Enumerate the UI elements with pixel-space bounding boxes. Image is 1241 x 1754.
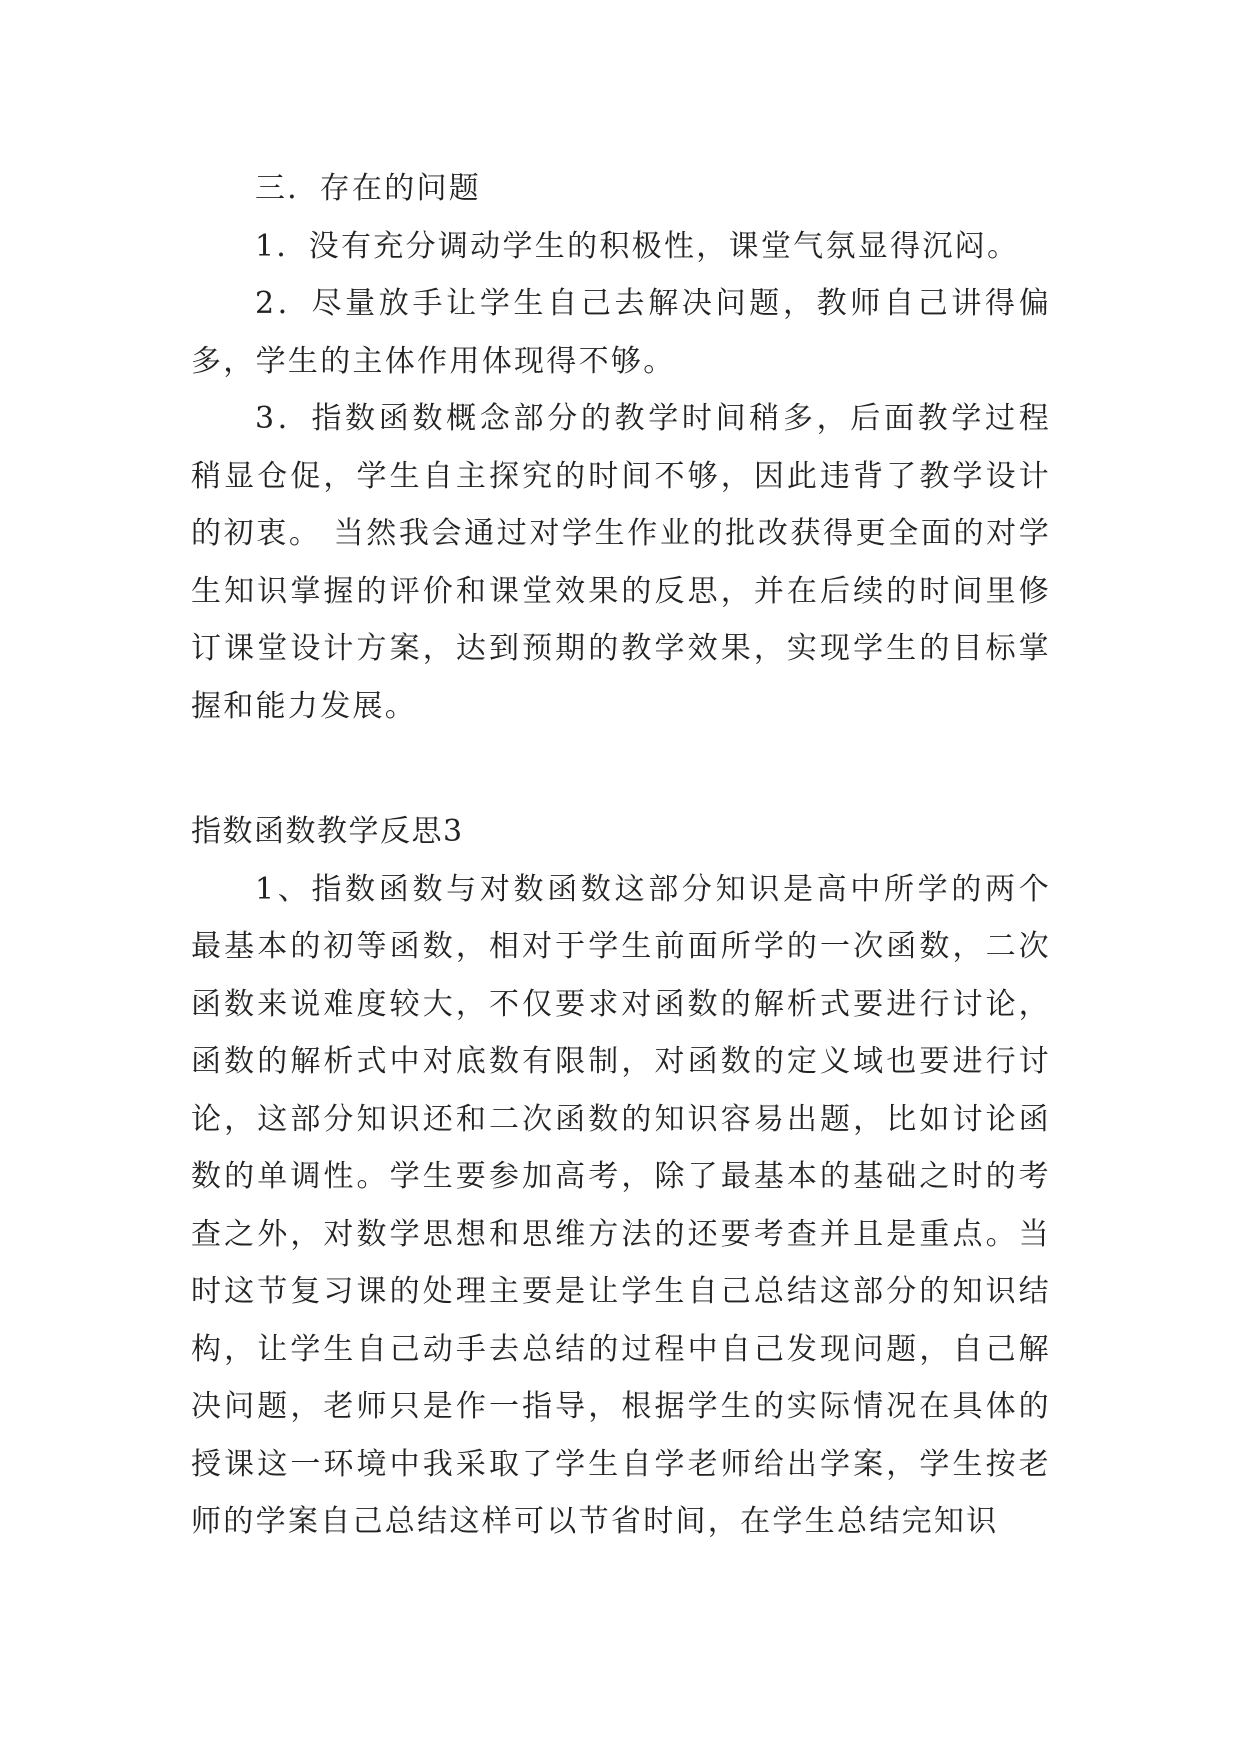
list-item: 3．指数函数概念部分的教学时间稍多，后面教学过程稍显仓促，学生自主探究的时间不够，因此违背了教学设计的初衷。 当然我会通过对学生作业的批改获得更全面的对学生知识掌握的评价和课堂效果的反思，并在后续的时间里修订课堂设计方案，达到预期的教学效果，实现学生的目标掌握和能力发展。: [191, 401, 1051, 724]
document-body: [191, 160, 1051, 1551]
list-item: 2．尽量放手让学生自己去解决问题，教师自己讲得偏多，学生的主体作用体现得不够。: [191, 286, 1051, 379]
list-item: 1．没有充分调动学生的积极性，课堂气氛显得沉闷。: [255, 228, 1020, 264]
article-title: 指数函数教学反思3: [191, 814, 464, 849]
section-spacer: [191, 735, 1051, 803]
section-heading: 三．存在的问题: [255, 171, 482, 206]
body-paragraph: 1、指数函数与对数函数这部分知识是高中所学的两个最基本的初等函数，相对于学生前面所学的一次函数，二次函数来说难度较大，不仅要求对函数的解析式要进行讨论，函数的解析式中对底数有限制，对函数的定义域也要进行讨论，这部分知识还和二次函数的知识容易出题，比如讨论函数的单调性。学生要参加高考，除了最基本的基础之时的考查之外，对数学思想和思维方法的还要考查并且是重点。当时这节复习课的处理主要是让学生自己总结这部分的知识结构，让学生自己动手去总结的过程中自己发现问题，自己解决问题，老师只是作一指导，根据学生的实际情况在具体的授课这一环境中我采取了学生自学老师给出学案，学生按老师的学案自己总结这样可以节省时间，在学生总结完知识: [191, 871, 1051, 1539]
